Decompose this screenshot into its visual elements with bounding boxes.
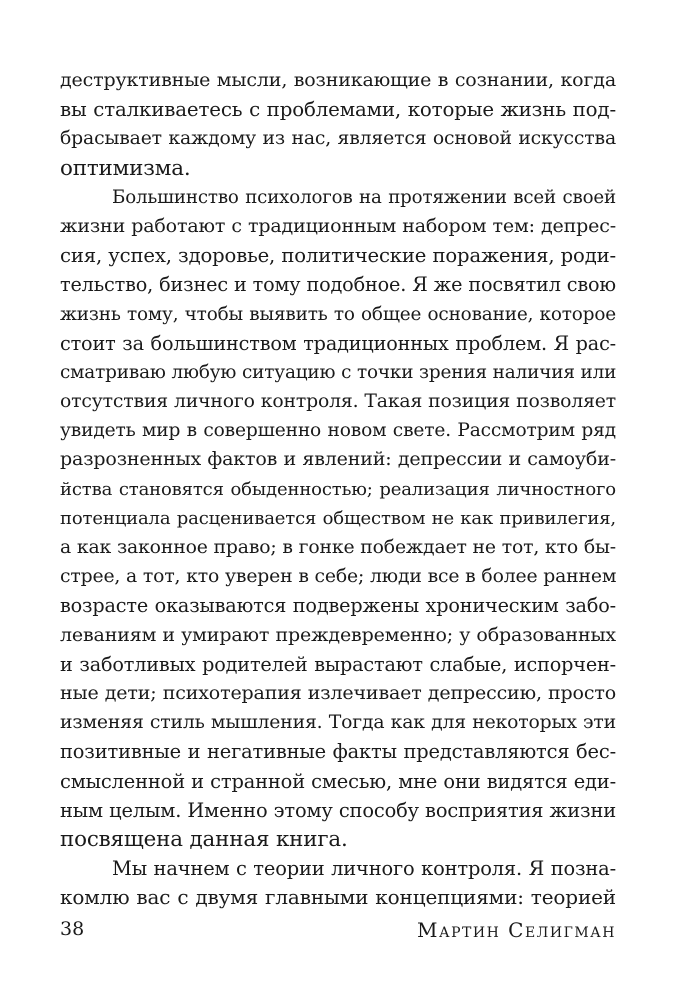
- text-line: позитивные и негативные факты представляются бес-: [60, 740, 616, 764]
- text-line: посвящена данная книга.: [60, 826, 348, 852]
- text-line: вы сталкиваетесь с проблемами, которые жизнь под-: [60, 98, 616, 122]
- text-line: деструктивные мысли, возникающие в сознании, когда: [60, 69, 616, 91]
- text-line: потенциала расценивается обществом не как привилегия,: [60, 507, 616, 529]
- text-line: жизни работают с традиционным набором тем: депрес-: [60, 214, 616, 237]
- page-footer: [60, 918, 616, 948]
- text-line: возрасте оказываются подвержены хроническим забо-: [60, 594, 616, 618]
- text-line: отсутствия личного контроля. Такая позиция позволяет: [60, 391, 616, 413]
- page-number: 38: [60, 918, 85, 940]
- text-line: изменяя стиль мышления. Тогда как для некоторых эти: [60, 712, 616, 734]
- text-line: брасывает каждому из нас, является основой искусства: [60, 128, 616, 150]
- text-line: комлю вас с двумя главными концепциями: теорией: [60, 885, 616, 910]
- text-line: тельство, бизнес и тому подобное. Я же посвятил свою: [60, 273, 616, 297]
- text-line: йства становятся обыденностью; реализация личностного: [60, 478, 616, 500]
- text-line: увидеть мир в совершенно новом свете. Рассмотрим ряд: [60, 420, 616, 442]
- text-line: ные дети; психотерапия излечивает депрессию, просто: [60, 681, 616, 704]
- text-line: стрее, а тот, кто уверен в себе; люди все в более раннем: [60, 566, 616, 588]
- text-line: жизнь тому, чтобы выявить то общее основание, которое: [60, 303, 616, 325]
- text-line: ным целым. Именно этому способу восприятия жизни: [60, 798, 616, 822]
- text-line: Мы начнем с теории личного контроля. Я позна-: [112, 857, 616, 881]
- text-line: оптимизма.: [60, 155, 191, 181]
- text-line: Большинство психологов на протяжении всей своей: [112, 186, 616, 208]
- text-line: леваниям и умирают преждевременно; у образованных: [60, 623, 616, 646]
- text-line: а как законное право; в гонке побеждает не тот, кто бы-: [60, 537, 616, 558]
- page-body: [60, 66, 616, 912]
- text-line: и заботливых родителей вырастают слабые, испорчен-: [60, 652, 616, 676]
- text-line: разрозненных фактов и явлений: депрессии и самоуби-: [60, 448, 616, 471]
- text-line: сия, успех, здоровье, политические поражения, роди-: [60, 244, 616, 268]
- text-line: сматриваю любую ситуацию с точки зрения наличия или: [60, 361, 616, 383]
- text-line: смысленной и странной смесью, мне они видятся еди-: [60, 769, 616, 793]
- text-line: стоит за большинством традиционных проблем. Я рас-: [60, 331, 616, 355]
- running-head-author: Мартин Селигман: [417, 918, 616, 942]
